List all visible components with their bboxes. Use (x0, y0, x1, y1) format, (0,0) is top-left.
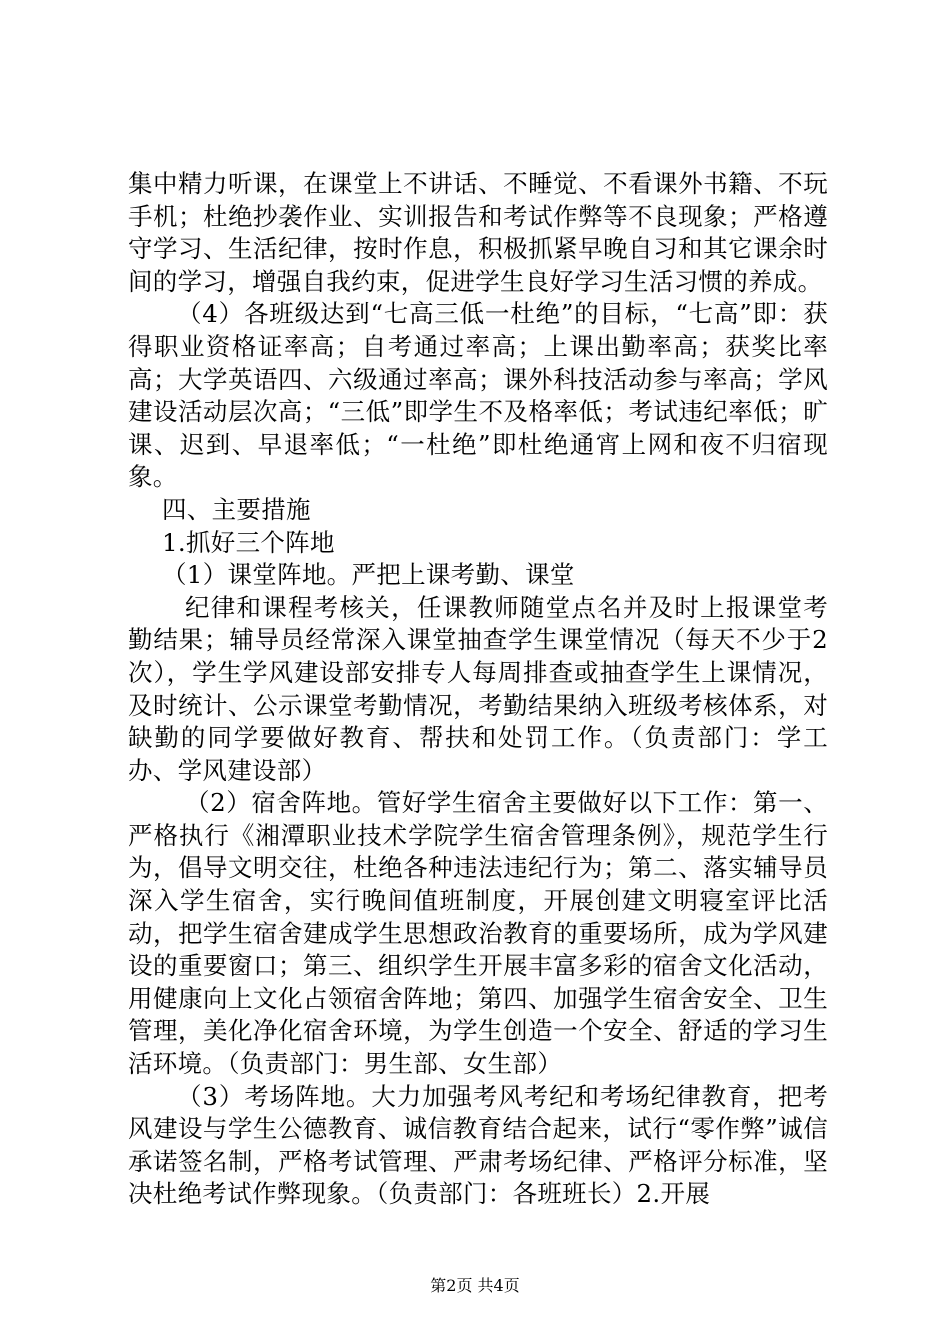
paragraph-study-discipline: 集中精力听课，在课堂上不讲话、不睡觉、不看课外书籍、不玩手机；杜绝抄袭作业、实训报告和考试作弊等不良现象；严格遵守学习、生活纪律，按时作息，积极抓紧早晚自习和其它课余时间的学习，增强自我约束，促进学生良好学习生活习惯的养成。 (128, 169, 828, 296)
section-heading-main-measures: 四、主要措施 (162, 494, 311, 524)
document-body (128, 168, 828, 1211)
paragraph-dormitory: （2）宿舍阵地。管好学生宿舍主要做好以下工作：第一、严格执行《湘潭职业技术学院学生宿舍管理条例》，规范学生行为，倡导文明交往，杜绝各种违法违纪行为；第二、落实辅导员深入学生宿舍，实行晚间值班制度，开展创建文明寝室评比活动，把学生宿舍建成学生思想政治教育的重要场所，成为学风建设的重要窗口；第三、组织学生开展丰富多彩的宿舍文化活动，用健康向上文化占领宿舍阵地；第四、加强学生宿舍安全、卫生管理，美化净化宿舍环境，为学生创造一个安全、舒适的学习生活环境。（负责部门：男生部、女生部） (128, 788, 828, 1079)
page-footer (0, 1276, 950, 1296)
paragraph-classroom-attendance: 纪律和课程考核关，任课教师随堂点名并及时上报课堂考勤结果；辅导员经常深入课堂抽查学生课堂情况（每天不少于2次），学生学风建设部安排专人每周排查或抽查学生上课情况，及时统计、公示课堂考勤情况，考勤结果纳入班级考核体系，对缺勤的同学要做好教育、帮扶和处罚工作。（负责部门：学工办、学风建设部） (128, 592, 828, 785)
paragraph-seven-high-goal: （4）各班级达到“七高三低一杜绝”的目标，“七高”即：获得职业资格证率高；自考通过率高；上课出勤率高；获奖比率高；大学英语四、六级通过率高；课外科技活动参与率高；学风建设活动层次高；“三低”即学生不及格率低；考试违纪率低；旷课、迟到、早退率低；“一杜绝”即杜绝通宵上网和夜不归宿现象。 (128, 299, 828, 492)
subheading-three-positions: 1.抓好三个阵地 (162, 527, 335, 557)
paragraph-classroom-heading: （1）课堂阵地。严把上课考勤、课堂 (162, 560, 575, 590)
paragraph-exam-room: （3）考场阵地。大力加强考风考纪和考场纪律教育，把考风建设与学生公德教育、诚信教育结合起来，试行“零作弊”诚信承诺签名制，严格考试管理、严肃考场纪律、严格评分标准，坚决杜绝考试作弊现象。（负责部门：各班班长）2.开展 (128, 1081, 828, 1209)
page-number: 第2页 共4页 (430, 1276, 520, 1295)
